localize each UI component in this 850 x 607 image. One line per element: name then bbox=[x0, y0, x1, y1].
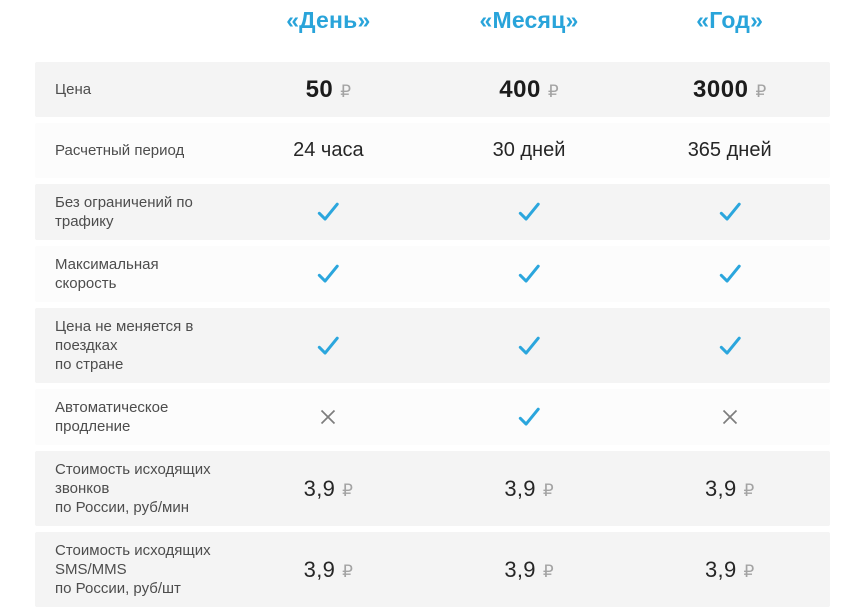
table-row-unlimited-traffic bbox=[35, 184, 830, 240]
price-amount: 400 bbox=[499, 75, 541, 103]
column-header-day: «День» bbox=[286, 7, 371, 33]
cross-icon bbox=[719, 406, 741, 428]
table-header bbox=[35, 5, 830, 62]
cross-icon bbox=[317, 406, 339, 428]
row-label bbox=[35, 389, 228, 445]
cell-year bbox=[629, 557, 830, 583]
price-amount: 50 bbox=[305, 75, 334, 103]
cell-day bbox=[228, 261, 429, 287]
check-icon bbox=[516, 199, 542, 225]
row-label bbox=[35, 184, 228, 240]
row-label bbox=[35, 71, 228, 108]
cell-month bbox=[429, 76, 630, 104]
price-amount: 3,9 bbox=[504, 475, 536, 501]
cell-month bbox=[429, 261, 630, 287]
ruble-sign: ₽ bbox=[342, 480, 353, 500]
ruble-sign: ₽ bbox=[743, 480, 755, 500]
table-body bbox=[0, 62, 850, 607]
cell-year bbox=[629, 139, 830, 162]
check-icon bbox=[516, 333, 542, 359]
cell-month bbox=[429, 404, 630, 430]
ruble-sign: ₽ bbox=[340, 81, 352, 101]
ruble-sign: ₽ bbox=[342, 561, 353, 581]
row-label bbox=[35, 532, 228, 607]
row-label-line: по стране bbox=[55, 356, 124, 373]
cell-year bbox=[629, 476, 830, 502]
cell-day bbox=[228, 476, 429, 502]
cell-day bbox=[228, 139, 429, 162]
check-icon bbox=[717, 261, 743, 287]
ruble-sign: ₽ bbox=[547, 81, 559, 101]
row-label-line: Без ограничений по трафику bbox=[55, 194, 193, 230]
cell-month bbox=[429, 139, 630, 162]
table-row-billing-period bbox=[35, 123, 830, 178]
table-row-max-speed bbox=[35, 246, 830, 302]
check-icon bbox=[315, 333, 341, 359]
table-row-outgoing-sms-cost bbox=[35, 532, 830, 607]
row-label-line: Цена не меняется в поездках bbox=[55, 318, 194, 354]
price-amount: 3,9 bbox=[504, 556, 536, 582]
cell-year bbox=[629, 76, 830, 104]
price-amount: 3,9 bbox=[303, 556, 336, 582]
row-label-line: Расчетный период bbox=[55, 142, 185, 159]
check-icon bbox=[717, 199, 743, 225]
table-row-price-fixed-in-travel bbox=[35, 308, 830, 383]
cell-day bbox=[228, 76, 429, 104]
cell-year bbox=[629, 261, 830, 287]
check-icon bbox=[516, 404, 542, 430]
ruble-sign: ₽ bbox=[542, 561, 554, 581]
cell-month bbox=[429, 199, 630, 225]
check-icon bbox=[315, 261, 341, 287]
row-label-line: Максимальная скорость bbox=[55, 256, 159, 292]
price-amount: 3,9 bbox=[303, 475, 336, 501]
cell-day bbox=[228, 557, 429, 583]
check-icon bbox=[717, 333, 743, 359]
cell-month bbox=[429, 333, 630, 359]
price-amount: 3,9 bbox=[705, 556, 737, 582]
cell-year bbox=[629, 199, 830, 225]
row-label bbox=[35, 246, 228, 302]
row-label-line: Стоимость исходящих звонков bbox=[55, 461, 211, 497]
cell-day bbox=[228, 406, 429, 428]
check-icon bbox=[516, 261, 542, 287]
table-row-price bbox=[35, 62, 830, 117]
row-label-line: Автоматическое продление bbox=[55, 399, 169, 435]
table-row-outgoing-calls-cost bbox=[35, 451, 830, 526]
price-amount: 3,9 bbox=[705, 475, 737, 501]
row-label-line: по России, руб/мин bbox=[55, 499, 189, 516]
cell-year bbox=[629, 333, 830, 359]
column-header-month: «Месяц» bbox=[479, 7, 579, 33]
cell-day bbox=[228, 199, 429, 225]
check-icon bbox=[315, 199, 341, 225]
row-label-line: Цена bbox=[55, 81, 92, 98]
cell-value: 30 дней bbox=[492, 139, 566, 161]
row-label bbox=[35, 451, 228, 526]
row-label-line: Стоимость исходящих SMS/MMS bbox=[55, 542, 211, 578]
cell-month bbox=[429, 476, 630, 502]
ruble-sign: ₽ bbox=[542, 480, 554, 500]
price-amount: 3000 bbox=[693, 75, 749, 103]
row-label bbox=[35, 132, 228, 169]
row-label bbox=[35, 308, 228, 383]
cell-value: 24 часа bbox=[293, 139, 364, 161]
ruble-sign: ₽ bbox=[743, 561, 755, 581]
row-label-line: по России, руб/шт bbox=[55, 580, 181, 597]
cell-year bbox=[629, 406, 830, 428]
cell-day bbox=[228, 333, 429, 359]
table-row-auto-renewal bbox=[35, 389, 830, 445]
ruble-sign: ₽ bbox=[755, 81, 767, 101]
cell-value: 365 дней bbox=[687, 139, 772, 161]
column-header-year: «Год» bbox=[696, 7, 764, 33]
cell-month bbox=[429, 557, 630, 583]
